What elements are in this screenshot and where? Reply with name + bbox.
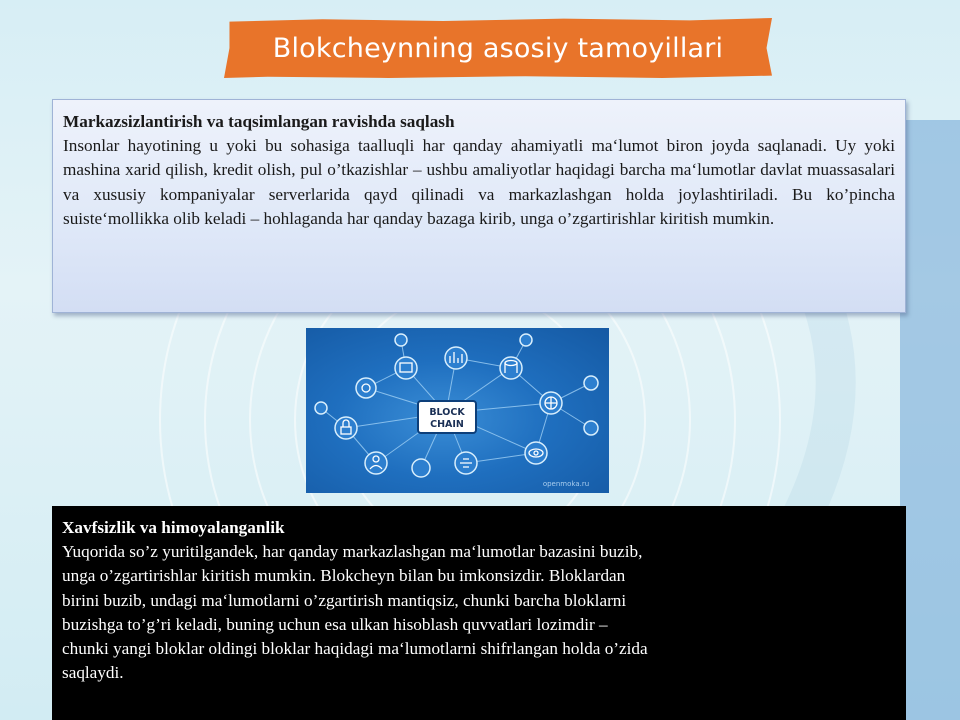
section-decentralization — [52, 99, 906, 313]
person-icon — [365, 452, 387, 474]
shield-icon — [412, 459, 430, 477]
page-title: Blokcheynning asosiy tamoyillari — [272, 32, 724, 64]
section2-line-1: Yuqorida so’z yuritilgandek, har qanday markazlashgan ma‘lumotlar bazasini buzib, — [62, 542, 643, 562]
section-security — [52, 506, 906, 720]
section2-line-4: buzishga to’g’ri keladi, buning uchun esa ulkan hisoblash quvvatlari lozimdir – — [62, 614, 608, 634]
network-icon — [584, 376, 598, 390]
chain-label: CHAIN — [430, 419, 464, 430]
gear-icon — [356, 378, 376, 398]
eye-icon — [525, 442, 547, 464]
section1-heading: Markazsizlantirish va taqsimlangan ravishda saqlash — [63, 112, 455, 131]
block-label: BLOCK — [429, 407, 465, 418]
chart-icon — [445, 347, 467, 369]
section2-line-6: saqlaydi. — [62, 663, 124, 683]
section2-heading: Xavfsizlik va himoyalanganlik — [62, 518, 285, 537]
block-chain-badge — [418, 401, 476, 433]
cloud-icon — [395, 357, 417, 379]
section2-line-3: birini buzib, undagi ma‘lumotlarni o’zgartirish mantiqsiz, chunki barcha bloklarni — [62, 590, 627, 610]
blockchain-image — [306, 328, 609, 493]
handshake-icon — [584, 421, 598, 435]
section1-text: Insonlar hayotining u yoki bu sohasiga taalluqli har qanday ahamiyatli ma‘lumot biron joyda saqlanadi. Uy yoki mashina xarid qilish, kredit olish, pul o’tkazishlar – ushbu amaliyotlar haqidagi barcha ma‘lumotlar davlat muassasalari va xususiy kompaniyalar serverlarida qayd qilinadi va markazlashgan holda joylashtiriladi. Bu ko’pincha suiste‘mollikka olib keladi – hohlaganda har qanday bazaga kirib, unga o’zgartirishlar kiritish mumkin. — [63, 136, 895, 228]
section2-line-5: chunki yangi bloklar oldingi bloklar haqidagi ma‘lumotlarni shifrlangan holda o’zida — [62, 639, 648, 659]
blockchain-network-illustration — [306, 328, 609, 493]
image-watermark: openmoka.ru — [542, 480, 590, 488]
section2-line-2: unga o’zgartirishlar kiritish mumkin. Blokcheyn bilan bu imkonsizdir. Bloklardan — [62, 566, 626, 586]
